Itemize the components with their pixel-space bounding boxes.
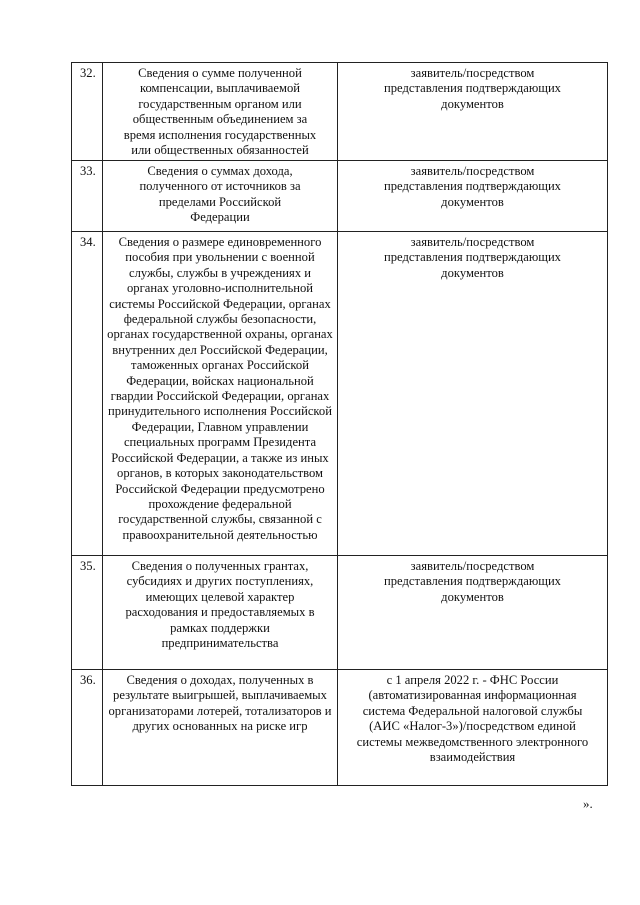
row-number: 35. (72, 556, 103, 670)
row-description (103, 161, 338, 232)
row-source-text: заявитель/посредством представления подтверждающих документов (384, 559, 561, 604)
row-number: 33. (72, 161, 103, 232)
row-description-text: Сведения о размере единовременного пособия при увольнении с военной службы, службы в учреждениях и органах уголовно-исполнительной системы Российской Федерации, органах федеральной службы безопасности, органах государственной охраны, органах внутренних дел Российской Федерации, таможенных органах Российской Федерации, войсках национальной гвардии Российской Федерации, органах принудительного исполнения Российской Федерации, Главном управлении специальных программ Президента Российской Федерации, а также из иных органов, в которых законодательством Российской Федерации предусмотрено прохождение федеральной государственной службы, связанной с правоохранительной деятельностью (107, 235, 333, 542)
row-source-text: заявитель/посредством представления подтверждающих документов (384, 66, 561, 111)
row-description-text: Сведения о полученных грантах, субсидиях и других поступлениях, имеющих целевой характер расходования и предоставляемых в рамках поддержки предпринимательства (125, 559, 315, 651)
row-description-text: Сведения о сумме полученной компенсации, выплачиваемой государственным органом или общественным объединением за время исполнения государственных или общественных обязанностей (123, 66, 317, 158)
row-source (338, 161, 608, 232)
row-number: 36. (72, 670, 103, 786)
row-description-text: Сведения о суммах дохода, полученного от источников за пределами Российской Федерации (139, 164, 301, 225)
row-source-text: с 1 апреля 2022 г. - ФНС России (автоматизированная информационная система Федеральной налоговой службы (АИС «Налог-3»)/посредством единой системы межведомственного электронного взаимодействия (356, 673, 589, 765)
row-source (338, 63, 608, 161)
row-description (103, 232, 338, 556)
row-description-text: Сведения о доходах, полученных в результате выигрышей, выплачиваемых организаторами лотерей, тотализаторов и других основанных на риске игр (108, 673, 332, 734)
row-description (103, 556, 338, 670)
table-row (72, 232, 608, 556)
data-sources-table (71, 62, 608, 786)
table-row (72, 670, 608, 786)
row-source (338, 556, 608, 670)
closing-quote-mark: ». (583, 796, 593, 811)
row-description (103, 63, 338, 161)
row-source-text: заявитель/посредством представления подтверждающих документов (384, 164, 561, 209)
row-number: 32. (72, 63, 103, 161)
row-source (338, 232, 608, 556)
row-source (338, 670, 608, 786)
table-row (72, 161, 608, 232)
row-number: 34. (72, 232, 103, 556)
row-source-text: заявитель/посредством представления подтверждающих документов (384, 235, 561, 280)
table-row (72, 556, 608, 670)
table-row (72, 63, 608, 161)
row-description (103, 670, 338, 786)
